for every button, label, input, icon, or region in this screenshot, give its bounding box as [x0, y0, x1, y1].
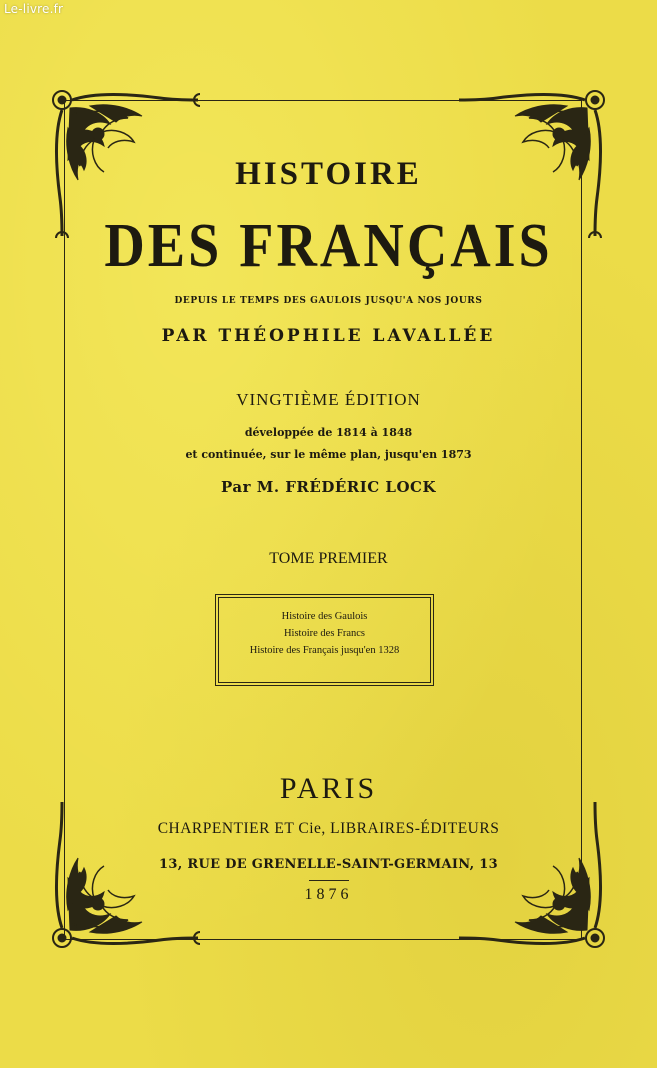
subtitle: DEPUIS LE TEMPS DES GAULOIS JUSQU'A NOS JOURS [174, 296, 483, 306]
address: 13, RUE DE GRENELLE-SAINT-GERMAIN, 13 [159, 857, 498, 872]
divider [309, 880, 349, 881]
edition-note-1: développée de 1814 à 1848 [244, 426, 413, 439]
publisher: CHARPENTIER ET Cie, LIBRAIRES-ÉDITEURS [157, 820, 500, 837]
contents-item: Histoire des Français jusqu'en 1328 [249, 645, 400, 656]
edition-note-2: et continuée, sur le même plan, jusqu'en 1873 [185, 448, 472, 461]
title-line-1: HISTOIRE [235, 156, 422, 192]
author: PAR THÉOPHILE LAVALLÉE [161, 326, 496, 346]
contents-box [218, 597, 431, 683]
contents-item: Histoire des Gaulois [281, 611, 368, 622]
title-line-2: DES FRANÇAIS [104, 211, 553, 281]
continuator: Par M. FRÉDÉRIC LOCK [221, 478, 436, 496]
watermark: Le-livre.fr [4, 2, 64, 16]
city: PARIS [279, 772, 378, 805]
volume: TOME PREMIER [269, 550, 388, 567]
contents-item: Histoire des Francs [283, 628, 366, 639]
year: 1876 [304, 886, 353, 903]
edition: VINGTIÈME ÉDITION [236, 390, 421, 409]
